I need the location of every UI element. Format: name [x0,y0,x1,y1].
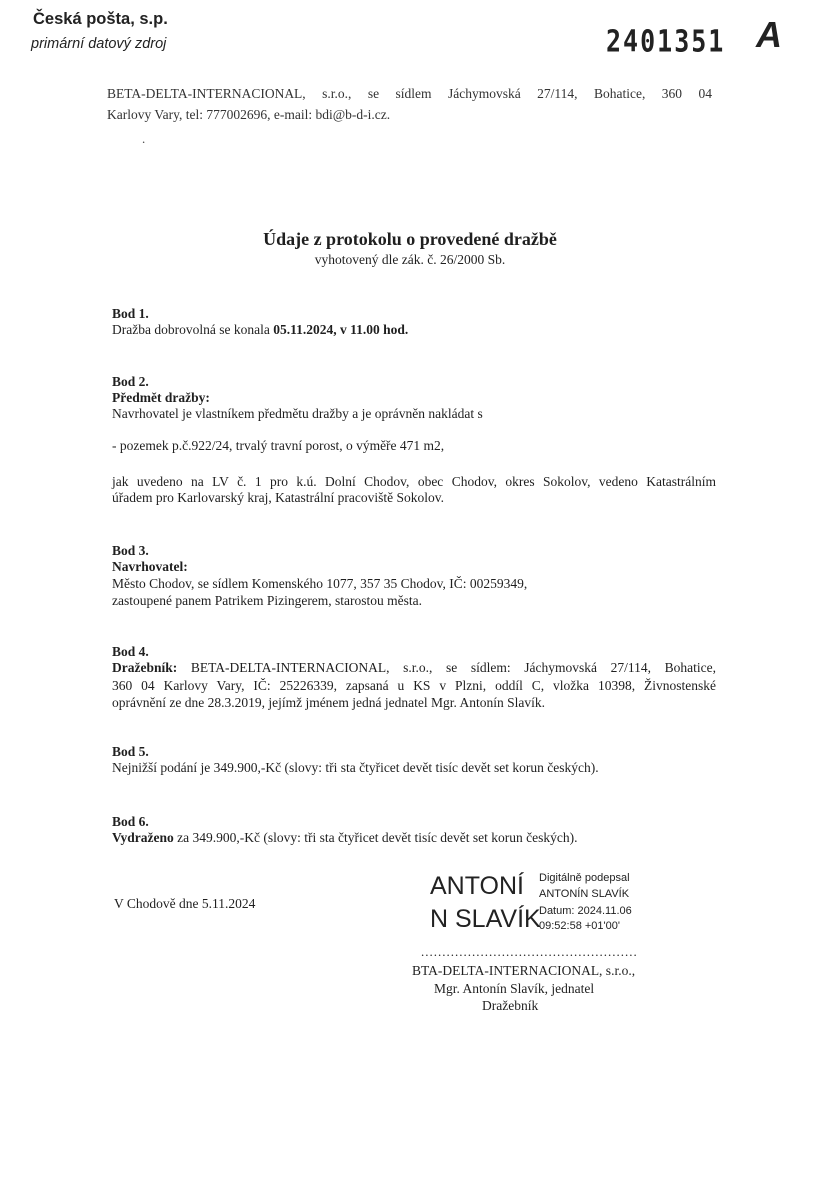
bod1-text [112,321,716,339]
bod2-line-1: jak uvedeno na LV č. 1 pro k.ú. Dolní Chodov, obec Chodov, okres Sokolov, vedeno Katastrálním [112,474,716,489]
letterhead-line-1: BETA-DELTA-INTERNACIONAL, s.r.o., se sídlem Jáchymovská 27/114, Bohatice, 360 04 [107,86,712,101]
signatory-company: BTA-DELTA-INTERNACIONAL, s.r.o., [412,963,636,978]
post-office-name: Česká pošta, s.p. [33,10,168,28]
bod5-text: Nejnižší podání je 349.900,-Kč (slovy: tři sta čtyřicet devět tisíc devět set korun českých). [112,760,599,775]
document-letter: A [756,14,782,55]
bod1-sep: , [333,322,340,337]
bod4-line-1-text: BETA-DELTA-INTERNACIONAL, s.r.o., se sídlem: Jáchymovská 27/114, Bohatice, [177,660,716,675]
bod2-heading: Bod 2. [112,374,149,389]
bod1-date: 05.11.2024 [273,322,334,337]
signature-name-line-2: N SLAVÍK [430,905,541,933]
bod2-label: Předmět dražby: [112,390,210,405]
bod6-text-body: za 349.900,-Kč (slovy: tři sta čtyřicet devět tisíc devět set korun českých). [173,830,578,845]
bod1-heading: Bod 1. [112,306,149,321]
bod6-label: Vydraženo [112,830,174,845]
bod3-line-2: zastoupené panem Patrikem Pizingerem, starostou města. [112,593,423,608]
document-subtitle: vyhotovený dle zák. č. 26/2000 Sb. [314,252,506,267]
bod6-heading: Bod 6. [112,814,149,829]
bod2-item: - pozemek p.č.922/24, trvalý travní porost, o výměře 471 m2, [112,438,445,453]
bod4-heading: Bod 4. [112,644,149,659]
signature-info-2: ANTONÍN SLAVÍK [539,888,630,900]
bod6-text [112,829,716,847]
post-office-source: primární datový zdroj [31,36,167,52]
bod4-line-3: oprávnění ze dne 28.3.2019, jejímž jménem jedná jednatel Mgr. Antonín Slavík. [112,695,546,710]
bod3-heading: Bod 3. [112,543,149,558]
signature-name-line-1: ANTONÍ [430,872,524,900]
bod5-heading: Bod 5. [112,744,149,759]
document-title: Údaje z protokolu o provedené dražbě [263,229,557,249]
bod3-line-1: Město Chodov, se sídlem Komenského 1077, 357 35 Chodov, IČ: 00259349, [112,576,528,591]
bod3-label: Navrhovatel: [112,559,188,574]
bod2-line-2: úřadem pro Karlovarský kraj, Katastrální pracoviště Sokolov. [112,490,445,505]
bod2-intro: Navrhovatel je vlastníkem předmětu dražby a je oprávněn nakládat s [112,406,483,421]
bod1-time: v 11.00 hod. [339,322,409,337]
signatory-role: Dražebník [482,998,539,1013]
signatory-person: Mgr. Antonín Slavík, jednatel [434,981,595,996]
bod4-label: Dražebník: [112,660,178,675]
signature-line: ................................................... [421,944,638,959]
signature-info-4: 09:52:58 +01'00' [539,920,620,932]
stray-mark: . [142,131,146,146]
letterhead-line-2: Karlovy Vary, tel: 777002696, e-mail: bdi@b-d-i.cz. [107,107,391,122]
document-number: 2401351 [606,24,726,59]
bod1-text-a: Dražba dobrovolná se konala [112,322,274,337]
signature-info-1: Digitálně podepsal [539,872,630,884]
bod4-line-1 [112,659,716,677]
bod4-line-2: 360 04 Karlovy Vary, IČ: 25226339, zapsaná u KS v Plzni, oddíl C, vložka 10398, Živnostenské [112,678,716,693]
place-date: V Chodově dne 5.11.2024 [114,896,256,911]
signature-info-3: Datum: 2024.11.06 [539,905,632,917]
